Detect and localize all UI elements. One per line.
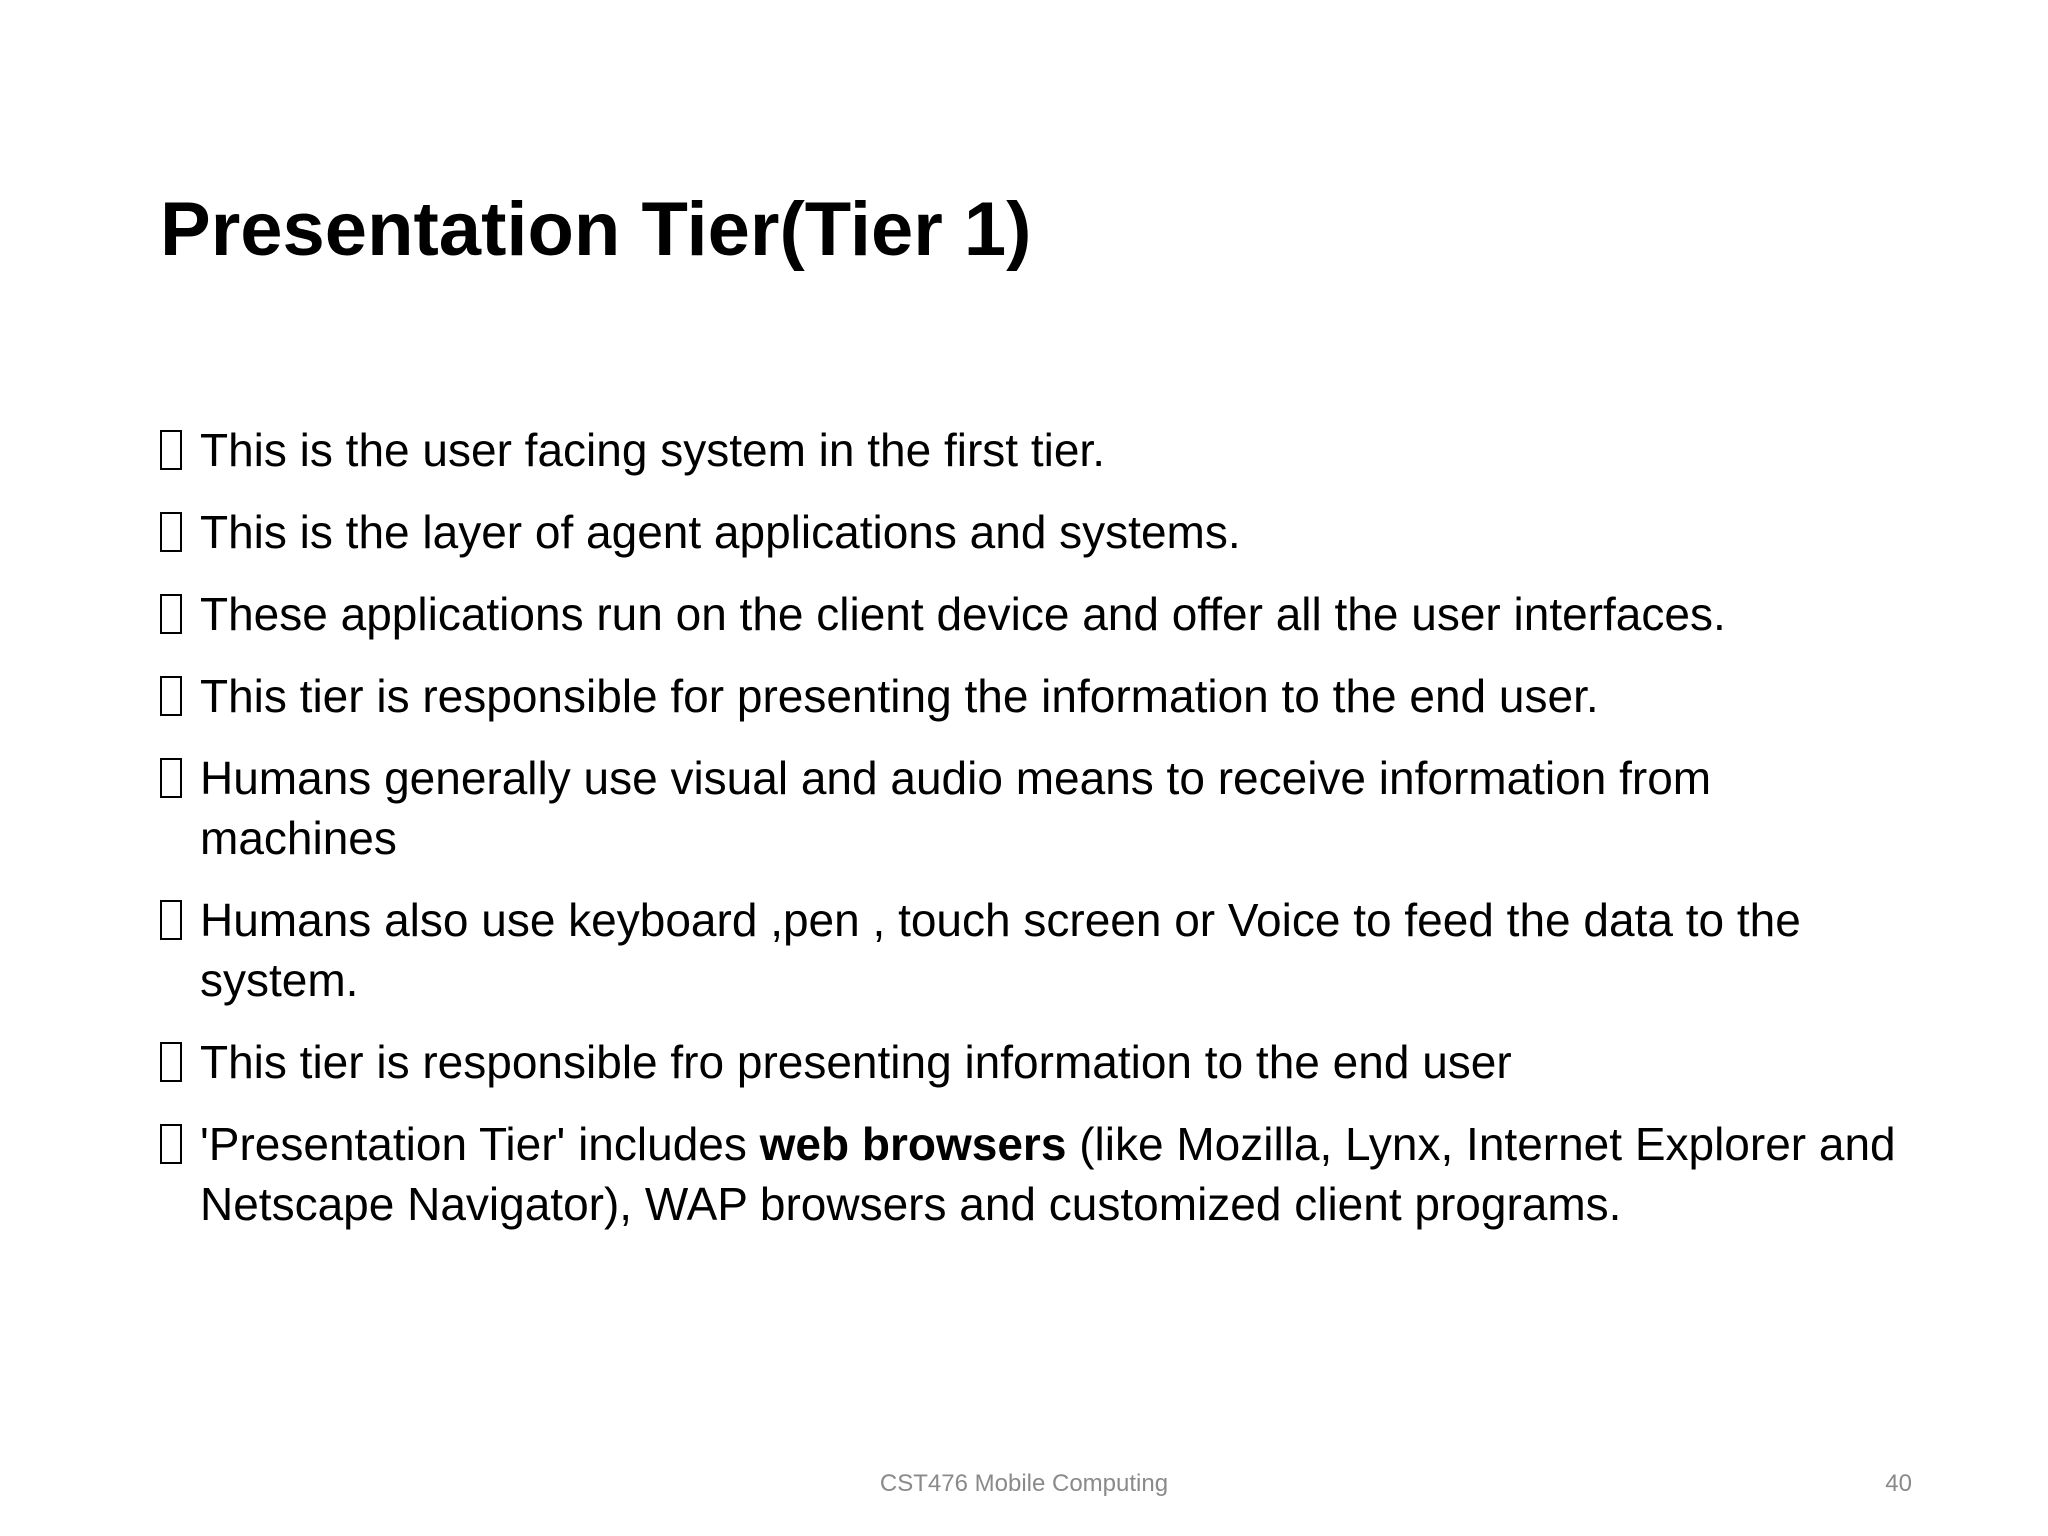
bullet-text: This tier is responsible for presenting the information to the end user. xyxy=(200,670,1599,722)
bullet-item xyxy=(160,1032,1920,1092)
bullet-box-icon xyxy=(160,512,182,552)
bullet-box-icon xyxy=(160,1042,182,1082)
slide-title: Presentation Tier(Tier 1) xyxy=(160,187,1032,272)
bullet-box-icon xyxy=(160,594,182,634)
bullet-box-icon xyxy=(160,758,182,798)
bullet-text xyxy=(200,1118,1896,1230)
bullet-item xyxy=(160,1114,1920,1234)
bullet-box-icon xyxy=(160,430,182,470)
bullet-list xyxy=(160,420,1920,1256)
bullet-box-icon xyxy=(160,676,182,716)
bullet-item xyxy=(160,666,1920,726)
bullet-text: Humans generally use visual and audio means to receive information from machines xyxy=(200,752,1712,864)
bullet-item xyxy=(160,890,1920,1010)
bullet-text-after: (like Mozilla, Lynx, Internet Explorer and Netscape Navigator), WAP browsers and customized client programs. xyxy=(200,1118,1896,1230)
bullet-text: This is the user facing system in the first tier. xyxy=(200,424,1105,476)
bullet-item xyxy=(160,748,1920,868)
footer-page-number: 40 xyxy=(1885,1470,1912,1497)
bullet-text: Humans also use keyboard ,pen , touch screen or Voice to feed the data to the system. xyxy=(200,894,1801,1006)
bullet-box-icon xyxy=(160,1124,182,1164)
bullet-text-before: 'Presentation Tier' includes xyxy=(200,1118,760,1170)
bullet-text-bold: web browsers xyxy=(759,1118,1067,1170)
bullet-text: This tier is responsible fro presenting information to the end user xyxy=(200,1036,1512,1088)
bullet-item xyxy=(160,502,1920,562)
footer-course: CST476 Mobile Computing xyxy=(879,1470,1169,1497)
bullet-text: These applications run on the client device and offer all the user interfaces. xyxy=(200,588,1726,640)
bullet-text: This is the layer of agent applications and systems. xyxy=(200,506,1241,558)
bullet-box-icon xyxy=(160,900,182,940)
bullet-item xyxy=(160,584,1920,644)
bullet-item xyxy=(160,420,1920,480)
